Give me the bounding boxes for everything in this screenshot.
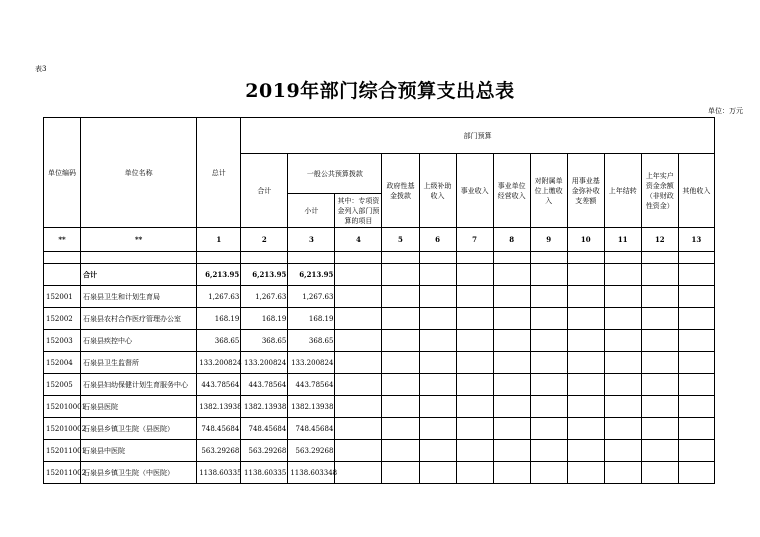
empty-cell [456, 462, 493, 484]
empty-cell [382, 418, 419, 440]
empty-cell [419, 440, 456, 462]
empty-cell [678, 440, 714, 462]
empty-cell [530, 374, 567, 396]
row-code: 152001 [44, 286, 81, 308]
total-row-subtotal-all: 6,213.95 [241, 264, 288, 286]
index-cell: 11 [604, 228, 641, 252]
index-cell: 13 [678, 228, 714, 252]
empty-cell [493, 440, 530, 462]
header-operating-income: 事业单位经营收入 [493, 154, 530, 228]
empty-cell [335, 440, 382, 462]
index-cell: 5 [382, 228, 419, 252]
row-unit-name: 石泉县乡镇卫生院（中医院） [81, 462, 197, 484]
empty-cell [382, 352, 419, 374]
empty-cell [456, 396, 493, 418]
empty-cell [493, 330, 530, 352]
row-total: 168.19 [197, 308, 241, 330]
empty-cell [456, 352, 493, 374]
empty-cell [419, 462, 456, 484]
row-code: 152010001 [44, 396, 81, 418]
empty-cell [604, 374, 641, 396]
empty-cell [419, 352, 456, 374]
empty-cell [604, 352, 641, 374]
empty-cell [530, 440, 567, 462]
row-subtotal: 443.78564 [288, 374, 335, 396]
empty-cell [567, 418, 604, 440]
empty-cell [641, 286, 678, 308]
empty-cell [641, 374, 678, 396]
header-general-budget: 一般公共预算拨款 [288, 154, 382, 194]
table-number-label: 表3 [35, 65, 47, 73]
header-unit-code: 单位编码 [44, 118, 81, 228]
header-last-year-balance: 上年实户资金余额（非财政性资金） [641, 154, 678, 228]
empty-cell [567, 440, 604, 462]
row-code: 152002 [44, 308, 81, 330]
empty-cell [678, 374, 714, 396]
index-row [44, 228, 715, 252]
empty-cell [678, 396, 714, 418]
index-cell: 4 [335, 228, 382, 252]
row-total: 1138.60335 [197, 462, 241, 484]
row-code: 152011002 [44, 462, 81, 484]
row-subtotal-all: 748.45684 [241, 418, 288, 440]
row-subtotal: 133.200824 [288, 352, 335, 374]
empty-cell [530, 308, 567, 330]
empty-cell [456, 308, 493, 330]
empty-cell [567, 352, 604, 374]
row-code: 152010002 [44, 418, 81, 440]
row-subtotal: 1,267.63 [288, 286, 335, 308]
empty-cell [641, 462, 678, 484]
page-title: 2019年部门综合预算支出总表 [245, 80, 515, 102]
empty-cell [335, 286, 382, 308]
empty-cell [419, 286, 456, 308]
empty-cell [604, 396, 641, 418]
row-subtotal-all: 563.29268 [241, 440, 288, 462]
empty-cell [641, 440, 678, 462]
empty-cell [678, 418, 714, 440]
row-total: 748.45684 [197, 418, 241, 440]
empty-cell [382, 396, 419, 418]
header-total: 总计 [197, 118, 241, 228]
row-unit-name: 石泉县妇幼保健计划生育服务中心 [81, 374, 197, 396]
index-cell: 9 [530, 228, 567, 252]
empty-cell [567, 286, 604, 308]
empty-cell [493, 308, 530, 330]
row-code: 152004 [44, 352, 81, 374]
row-subtotal: 748.45684 [288, 418, 335, 440]
header-fund-balance: 用事业基金弥补收支差额 [567, 154, 604, 228]
empty-cell [530, 352, 567, 374]
empty-cell [493, 418, 530, 440]
empty-cell [641, 330, 678, 352]
row-subtotal-all: 1382.13938 [241, 396, 288, 418]
index-cell: 2 [241, 228, 288, 252]
empty-cell [456, 330, 493, 352]
row-subtotal-all: 1,267.63 [241, 286, 288, 308]
index-cell: 7 [456, 228, 493, 252]
row-code: 152011001 [44, 440, 81, 462]
header-subtotal: 小计 [288, 194, 335, 228]
index-cell: 12 [641, 228, 678, 252]
row-subtotal-all: 443.78564 [241, 374, 288, 396]
empty-cell [419, 396, 456, 418]
empty-cell [530, 462, 567, 484]
empty-cell [335, 462, 382, 484]
row-total: 563.29268 [197, 440, 241, 462]
row-code: 152005 [44, 374, 81, 396]
header-dept-budget: 部门预算 [241, 118, 715, 154]
table-row [44, 374, 715, 396]
empty-cell [382, 330, 419, 352]
index-cell: ** [44, 228, 81, 252]
header-affiliated-turnover: 对附属单位上缴收入 [530, 154, 567, 228]
index-cell: 3 [288, 228, 335, 252]
table-row [44, 286, 715, 308]
row-unit-name: 石泉县卫生和计划生育局 [81, 286, 197, 308]
empty-cell [567, 330, 604, 352]
empty-cell [335, 308, 382, 330]
row-unit-name: 石泉县疾控中心 [81, 330, 197, 352]
empty-cell [456, 418, 493, 440]
empty-cell [335, 418, 382, 440]
total-row-subtotal: 6,213.95 [288, 264, 335, 286]
empty-cell [456, 374, 493, 396]
empty-cell [530, 396, 567, 418]
empty-cell [567, 396, 604, 418]
empty-cell [493, 352, 530, 374]
empty-cell [382, 462, 419, 484]
header-other-income: 其他收入 [678, 154, 714, 228]
row-subtotal-all: 168.19 [241, 308, 288, 330]
row-unit-name: 石泉县卫生监督所 [81, 352, 197, 374]
empty-cell [530, 418, 567, 440]
empty-cell [456, 440, 493, 462]
empty-cell [604, 308, 641, 330]
header-last-year-carryover: 上年结转 [604, 154, 641, 228]
empty-cell [419, 330, 456, 352]
index-cell: ** [81, 228, 197, 252]
row-subtotal: 368.65 [288, 330, 335, 352]
header-business-income: 事业收入 [456, 154, 493, 228]
empty-cell [641, 396, 678, 418]
empty-cell [604, 286, 641, 308]
header-superior-subsidy: 上级补助收入 [419, 154, 456, 228]
row-subtotal: 563.29268 [288, 440, 335, 462]
empty-cell [678, 352, 714, 374]
empty-cell [678, 462, 714, 484]
row-total: 1382.13938 [197, 396, 241, 418]
index-cell: 8 [493, 228, 530, 252]
index-cell: 1 [197, 228, 241, 252]
empty-cell [382, 308, 419, 330]
row-unit-name: 石泉县农村合作医疗管理办公室 [81, 308, 197, 330]
empty-cell [678, 330, 714, 352]
empty-cell [641, 418, 678, 440]
empty-cell [419, 308, 456, 330]
empty-cell [382, 374, 419, 396]
empty-cell [604, 462, 641, 484]
empty-cell [335, 374, 382, 396]
empty-cell [493, 286, 530, 308]
empty-cell [678, 308, 714, 330]
empty-cell [493, 396, 530, 418]
empty-cell [567, 462, 604, 484]
row-unit-name: 石泉县中医院 [81, 440, 197, 462]
empty-cell [419, 418, 456, 440]
row-total: 1,267.63 [197, 286, 241, 308]
row-subtotal-all: 1138.60335 [241, 462, 288, 484]
empty-cell [335, 330, 382, 352]
empty-cell [641, 352, 678, 374]
table-row [44, 308, 715, 330]
empty-cell [493, 374, 530, 396]
empty-cell [530, 286, 567, 308]
header-unit-name: 单位名称 [81, 118, 197, 228]
row-total: 443.78564 [197, 374, 241, 396]
header-special: 其中：专项资金列入部门预算的项目 [335, 194, 382, 228]
row-total: 133.200824 [197, 352, 241, 374]
empty-cell [604, 418, 641, 440]
empty-cell [604, 330, 641, 352]
empty-cell [335, 396, 382, 418]
table-row [44, 396, 715, 418]
empty-cell [604, 440, 641, 462]
row-subtotal: 1382.13938 [288, 396, 335, 418]
header-gov-fund: 政府性基金拨款 [382, 154, 419, 228]
total-row [44, 264, 715, 286]
table-row [44, 330, 715, 352]
row-unit-name: 石泉县医院 [81, 396, 197, 418]
row-subtotal-all: 133.200824 [241, 352, 288, 374]
row-total: 368.65 [197, 330, 241, 352]
row-subtotal: 168.19 [288, 308, 335, 330]
empty-cell [382, 440, 419, 462]
row-code: 152003 [44, 330, 81, 352]
table-row [44, 440, 715, 462]
empty-cell [335, 352, 382, 374]
table-row [44, 352, 715, 374]
empty-cell [530, 330, 567, 352]
total-row-label: 合计 [81, 264, 197, 286]
index-cell: 10 [567, 228, 604, 252]
unit-label: 单位：万元 [708, 107, 743, 115]
empty-cell [382, 286, 419, 308]
empty-cell [493, 462, 530, 484]
table-row [44, 418, 715, 440]
index-cell: 6 [419, 228, 456, 252]
row-subtotal: 1138.603348 [288, 462, 335, 484]
table-row [44, 462, 715, 484]
empty-cell [641, 308, 678, 330]
empty-cell [419, 374, 456, 396]
empty-cell [567, 374, 604, 396]
empty-cell [567, 308, 604, 330]
budget-expenditure-table [43, 117, 715, 484]
header-subtotal-all: 合计 [241, 154, 288, 228]
empty-cell [456, 286, 493, 308]
row-subtotal-all: 368.65 [241, 330, 288, 352]
empty-cell [678, 286, 714, 308]
total-row-total: 6,213.95 [197, 264, 241, 286]
row-unit-name: 石泉县乡镇卫生院（县医院） [81, 418, 197, 440]
